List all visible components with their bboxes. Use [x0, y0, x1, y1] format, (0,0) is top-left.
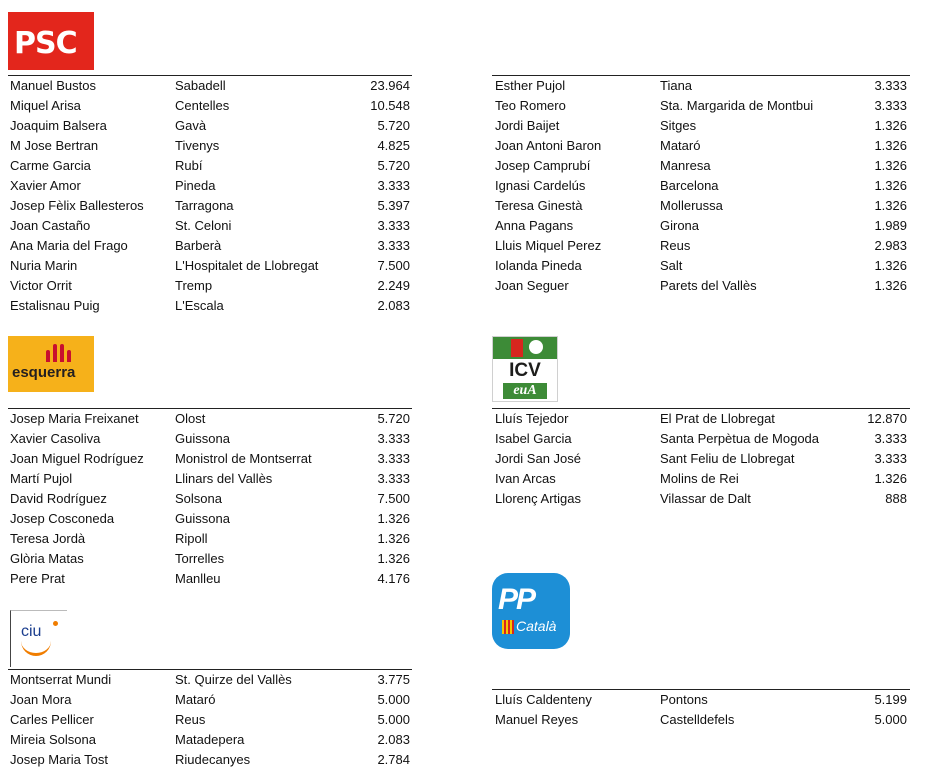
salary-value: 1.989 — [874, 218, 907, 233]
salary-value: 4.825 — [377, 138, 410, 153]
municipality: Olost — [175, 411, 206, 426]
salary-value: 23.964 — [370, 78, 410, 93]
person-name: Montserrat Mundi — [10, 672, 112, 687]
salary-value: 5.000 — [377, 712, 410, 727]
table-row — [10, 196, 410, 216]
municipality: Sta. Margarida de Montbui — [660, 98, 814, 113]
salary-value: 3.333 — [377, 218, 410, 233]
table-row — [10, 256, 410, 276]
erc-bars-icon — [46, 344, 70, 362]
table-row — [10, 216, 410, 236]
erc-table — [10, 409, 410, 589]
municipality: Sabadell — [175, 78, 226, 93]
municipality: L'Hospitalet de Llobregat — [175, 258, 319, 273]
salary-value: 2.249 — [377, 278, 410, 293]
table-row — [495, 489, 907, 509]
person-name: Ignasi Cardelús — [495, 178, 586, 193]
municipality: Ripoll — [175, 531, 208, 546]
salary-value: 7.500 — [377, 491, 410, 506]
table-row — [10, 449, 410, 469]
salary-value: 3.333 — [377, 431, 410, 446]
table-row — [495, 236, 907, 256]
municipality: Tremp — [175, 278, 213, 293]
salary-value: 2.083 — [377, 732, 410, 747]
table-row — [495, 710, 907, 730]
salary-value: 5.720 — [377, 158, 410, 173]
municipality: Santa Perpètua de Mogoda — [660, 431, 820, 446]
table-row — [10, 489, 410, 509]
table-row — [495, 176, 907, 196]
municipality: Gavà — [175, 118, 207, 133]
salary-value: 1.326 — [874, 278, 907, 293]
salary-value: 3.333 — [377, 238, 410, 253]
person-name: Teresa Jordà — [10, 531, 86, 546]
municipality: Sant Feliu de Llobregat — [660, 451, 795, 466]
salary-value: 4.176 — [377, 571, 410, 586]
municipality: El Prat de Llobregat — [660, 411, 775, 426]
person-name: Isabel Garcia — [495, 431, 572, 446]
municipality: Rubí — [175, 158, 203, 173]
table-row — [495, 196, 907, 216]
salary-value: 12.870 — [867, 411, 907, 426]
table-row — [10, 509, 410, 529]
municipality: Tiana — [660, 78, 693, 93]
person-name: Esther Pujol — [495, 78, 566, 93]
person-name: Josep Cosconeda — [10, 511, 115, 526]
municipality: Mataró — [175, 692, 216, 707]
person-name: Joan Seguer — [495, 278, 569, 293]
salary-value: 3.333 — [874, 78, 907, 93]
municipality: Matadepera — [175, 732, 245, 747]
salary-value: 10.548 — [370, 98, 410, 113]
municipality: Manlleu — [175, 571, 221, 586]
municipality: Reus — [175, 712, 206, 727]
municipality: Sitges — [660, 118, 697, 133]
salary-value: 1.326 — [874, 118, 907, 133]
salary-value: 5.199 — [874, 692, 907, 707]
table-row — [10, 156, 410, 176]
table-row — [495, 76, 907, 96]
person-name: David Rodríguez — [10, 491, 107, 506]
salary-value: 1.326 — [377, 531, 410, 546]
table-row — [495, 276, 907, 296]
icv-logo: ICV euA — [492, 336, 558, 402]
salary-value: 3.333 — [874, 431, 907, 446]
salary-value: 3.333 — [377, 178, 410, 193]
salary-value: 3.333 — [377, 471, 410, 486]
table-row — [10, 730, 410, 750]
person-name: Anna Pagans — [495, 218, 574, 233]
municipality: Manresa — [660, 158, 711, 173]
salary-value: 3.333 — [874, 98, 907, 113]
municipality: Barcelona — [660, 178, 719, 193]
municipality: St. Celoni — [175, 218, 232, 233]
table-row — [10, 276, 410, 296]
municipality: Girona — [660, 218, 700, 233]
municipality: Mollerussa — [660, 198, 723, 213]
table-row — [10, 136, 410, 156]
person-name: Joan Mora — [10, 692, 72, 707]
table-row — [10, 529, 410, 549]
municipality: L'Escala — [175, 298, 224, 313]
person-name: Glòria Matas — [10, 551, 84, 566]
table-row — [10, 76, 410, 96]
table-row — [495, 116, 907, 136]
table-row — [495, 469, 907, 489]
psc-logo: PSC — [8, 12, 94, 70]
table-row — [10, 710, 410, 730]
person-name: Ana Maria del Frago — [10, 238, 128, 253]
person-name: Teresa Ginestà — [495, 198, 583, 213]
salary-value: 1.326 — [874, 138, 907, 153]
person-name: Manuel Reyes — [495, 712, 579, 727]
table-row — [10, 469, 410, 489]
person-name: Jordi San José — [495, 451, 581, 466]
table-row — [10, 429, 410, 449]
salary-value: 5.000 — [377, 692, 410, 707]
municipality: Mataró — [660, 138, 701, 153]
senyera-icon — [502, 620, 514, 634]
salary-value: 1.326 — [874, 158, 907, 173]
table-row — [10, 569, 410, 589]
salary-value: 3.333 — [874, 451, 907, 466]
table-row — [495, 96, 907, 116]
salary-value: 1.326 — [377, 551, 410, 566]
person-name: Mireia Solsona — [10, 732, 96, 747]
table-row — [495, 156, 907, 176]
person-name: M Jose Bertran — [10, 138, 99, 153]
table-row — [10, 750, 410, 770]
person-name: Pere Prat — [10, 571, 65, 586]
salary-value: 2.083 — [377, 298, 410, 313]
table-row — [10, 296, 410, 316]
person-name: Lluis Miquel Perez — [495, 238, 602, 253]
ciu-smile-icon — [21, 637, 51, 656]
table-row — [10, 236, 410, 256]
person-name: Joan Antoni Baron — [495, 138, 602, 153]
municipality: Riudecanyes — [175, 752, 251, 767]
psc-table-left — [10, 76, 410, 316]
salary-value: 5.000 — [874, 712, 907, 727]
table-row — [495, 690, 907, 710]
ciu-table — [10, 670, 410, 770]
person-name: Joan Miguel Rodríguez — [10, 451, 144, 466]
table-row — [10, 670, 410, 690]
person-name: Carles Pellicer — [10, 712, 94, 727]
municipality: Tarragona — [175, 198, 234, 213]
person-name: Lluís Tejedor — [495, 411, 569, 426]
table-row — [495, 409, 907, 429]
salary-value: 3.333 — [377, 451, 410, 466]
municipality: Centelles — [175, 98, 230, 113]
person-name: Teo Romero — [495, 98, 566, 113]
salary-value: 3.775 — [377, 672, 410, 687]
ciu-logo: ciu — [10, 610, 67, 667]
municipality: Guissona — [175, 511, 230, 526]
person-name: Iolanda Pineda — [495, 258, 582, 273]
municipality: Tivenys — [175, 138, 220, 153]
salary-value: 5.720 — [377, 118, 410, 133]
salary-value: 2.784 — [377, 752, 410, 767]
psc-table-right — [495, 76, 907, 296]
person-name: Carme Garcia — [10, 158, 91, 173]
municipality: Barberà — [175, 238, 222, 253]
salary-value: 2.983 — [874, 238, 907, 253]
salary-value: 1.326 — [874, 258, 907, 273]
person-name: Llorenç Artigas — [495, 491, 581, 506]
icv-table — [495, 409, 907, 509]
table-row — [495, 136, 907, 156]
table-row — [495, 256, 907, 276]
person-name: Josep Camprubí — [495, 158, 591, 173]
salary-value: 1.326 — [874, 178, 907, 193]
table-row — [10, 96, 410, 116]
table-row — [10, 176, 410, 196]
person-name: Lluís Caldenteny — [495, 692, 592, 707]
table-row — [495, 216, 907, 236]
municipality: Torrelles — [175, 551, 225, 566]
person-name: Xavier Casoliva — [10, 431, 101, 446]
table-row — [10, 549, 410, 569]
municipality: Monistrol de Montserrat — [175, 451, 312, 466]
municipality: Guissona — [175, 431, 230, 446]
person-name: Miquel Arisa — [10, 98, 81, 113]
table-row — [10, 409, 410, 429]
person-name: Xavier Amor — [10, 178, 81, 193]
salary-value: 888 — [885, 491, 907, 506]
erc-logo: esquerra — [8, 336, 94, 392]
table-row — [10, 116, 410, 136]
municipality: Solsona — [175, 491, 222, 506]
person-name: Josep Fèlix Ballesteros — [10, 198, 144, 213]
municipality: St. Quirze del Vallès — [175, 672, 292, 687]
salary-value: 5.720 — [377, 411, 410, 426]
person-name: Manuel Bustos — [10, 78, 96, 93]
salary-value: 1.326 — [874, 198, 907, 213]
person-name: Ivan Arcas — [495, 471, 556, 486]
salary-value: 1.326 — [874, 471, 907, 486]
table-row — [10, 690, 410, 710]
municipality: Pineda — [175, 178, 216, 193]
municipality: Molins de Rei — [660, 471, 739, 486]
person-name: Joan Castaño — [10, 218, 91, 233]
municipality: Pontons — [660, 692, 708, 707]
person-name: Nuria Marin — [10, 258, 78, 273]
salary-value: 7.500 — [377, 258, 410, 273]
person-name: Joaquim Balsera — [10, 118, 107, 133]
table-row — [495, 449, 907, 469]
municipality: Castelldefels — [660, 712, 735, 727]
person-name: Martí Pujol — [10, 471, 73, 486]
municipality: Parets del Vallès — [660, 278, 757, 293]
municipality: Salt — [660, 258, 683, 273]
person-name: Jordi Baijet — [495, 118, 560, 133]
municipality: Reus — [660, 238, 691, 253]
municipality: Vilassar de Dalt — [660, 491, 751, 506]
salary-value: 5.397 — [377, 198, 410, 213]
person-name: Josep Maria Tost — [10, 752, 109, 767]
person-name: Victor Orrit — [10, 278, 72, 293]
table-row — [495, 429, 907, 449]
salary-value: 1.326 — [377, 511, 410, 526]
municipality: Llinars del Vallès — [175, 471, 273, 486]
person-name: Estalisnau Puig — [10, 298, 100, 313]
pp-table — [495, 690, 907, 730]
person-name: Josep Maria Freixanet — [10, 411, 139, 426]
pp-logo: PP Català — [492, 573, 570, 649]
